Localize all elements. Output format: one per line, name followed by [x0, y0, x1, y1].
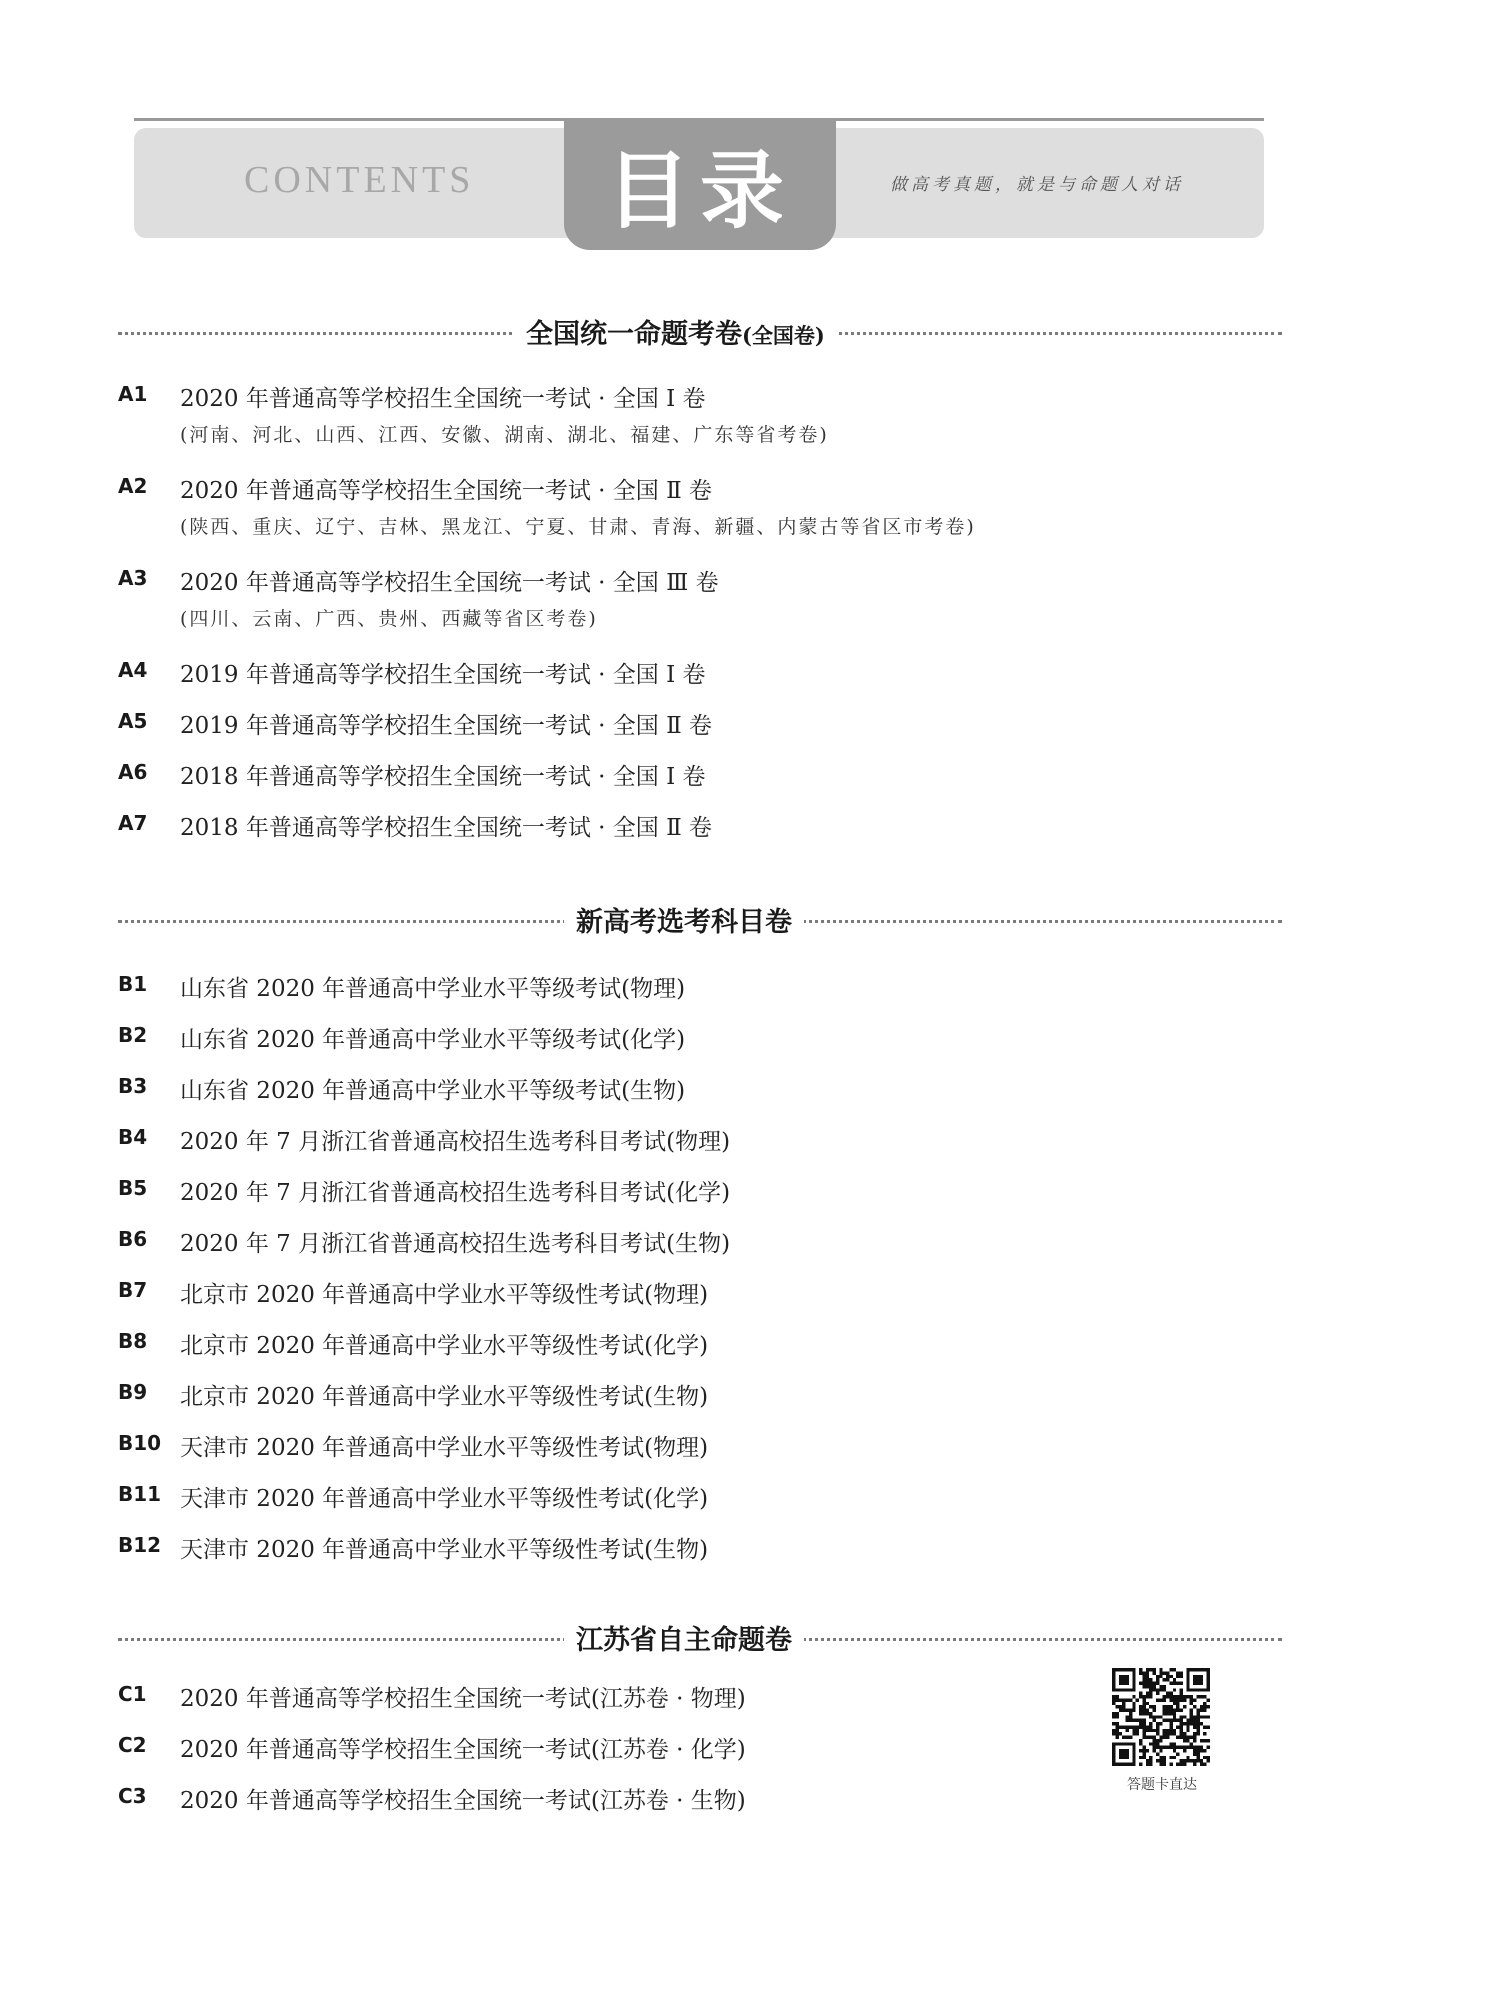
entry-title: 2018 年普通高等学校招生全国统一考试 · 全国 Ⅰ 卷	[180, 764, 706, 790]
section-c-heading	[118, 1618, 1282, 1658]
entry-note: (陕西、重庆、辽宁、吉林、黑龙江、宁夏、甘肃、青海、新疆、内蒙古等省区市考卷)	[180, 516, 976, 538]
entry-title: 2019 年普通高等学校招生全国统一考试 · 全国 Ⅱ 卷	[180, 713, 713, 739]
entry-title: 天津市 2020 年普通高中学业水平等级性考试(化学)	[180, 1486, 709, 1512]
entry-code: C1	[118, 1682, 147, 1706]
qr-label: 答题卡直达	[1127, 1777, 1197, 1793]
entry-title: 2020 年 7 月浙江省普通高校招生选考科目考试(生物)	[180, 1231, 731, 1257]
section-a-subtitle: (全国卷)	[742, 323, 825, 348]
section-b-heading	[118, 900, 1282, 940]
entry-code: B11	[118, 1482, 162, 1506]
entry-title: 2020 年普通高等学校招生全国统一考试 · 全国 Ⅲ 卷	[180, 570, 719, 596]
entry-code: A7	[118, 811, 148, 835]
entry-code: B1	[118, 972, 148, 996]
entry-title: 2020 年 7 月浙江省普通高校招生选考科目考试(化学)	[180, 1180, 731, 1206]
entry-title: 北京市 2020 年普通高中学业水平等级性考试(生物)	[180, 1384, 709, 1410]
entry-note: (河南、河北、山西、江西、安徽、湖南、湖北、福建、广东等省考卷)	[180, 424, 829, 446]
contents-header	[134, 118, 1264, 242]
entry-code: A6	[118, 760, 148, 784]
entry-code: A5	[118, 709, 148, 733]
section-a-heading	[118, 312, 1282, 352]
entry-note: (四川、云南、广西、贵州、西藏等省区考卷)	[180, 608, 598, 630]
entry-title: 2019 年普通高等学校招生全国统一考试 · 全国 Ⅰ 卷	[180, 662, 706, 688]
entry-title: 2020 年 7 月浙江省普通高校招生选考科目考试(物理)	[180, 1129, 731, 1155]
entry-code: B10	[118, 1431, 162, 1455]
header-title-tab	[564, 118, 836, 250]
entry-title: 2020 年普通高等学校招生全国统一考试 · 全国 Ⅰ 卷	[180, 386, 706, 412]
entry-code: B9	[118, 1380, 148, 1404]
entry-code: C3	[118, 1784, 147, 1808]
entry-title: 2020 年普通高等学校招生全国统一考试(江苏卷 · 物理)	[180, 1686, 746, 1712]
entry-code: B3	[118, 1074, 148, 1098]
entry-code: B6	[118, 1227, 148, 1251]
entry-title: 2020 年普通高等学校招生全国统一考试(江苏卷 · 化学)	[180, 1737, 746, 1763]
entry-title: 山东省 2020 年普通高中学业水平等级考试(生物)	[180, 1078, 686, 1104]
entry-title: 天津市 2020 年普通高中学业水平等级性考试(物理)	[180, 1435, 709, 1461]
qr-code-graphic	[1112, 1668, 1210, 1766]
entry-code: A4	[118, 658, 148, 682]
entry-code: A3	[118, 566, 148, 590]
entry-code: A2	[118, 474, 148, 498]
section-b-title: 新高考选考科目卷	[564, 900, 804, 939]
entry-code: B5	[118, 1176, 148, 1200]
header-contents-label: CONTENTS	[244, 159, 475, 201]
section-a-title-text: 全国统一命题考卷	[526, 319, 742, 350]
entry-title: 2018 年普通高等学校招生全国统一考试 · 全国 Ⅱ 卷	[180, 815, 713, 841]
entry-code: B8	[118, 1329, 148, 1353]
entry-code: C2	[118, 1733, 147, 1757]
entry-title: 北京市 2020 年普通高中学业水平等级性考试(化学)	[180, 1333, 709, 1359]
entry-code: B4	[118, 1125, 148, 1149]
qr-code-icon[interactable]	[1112, 1668, 1210, 1766]
header-slogan: 做高考真题，就是与命题人对话	[890, 175, 1184, 195]
entry-title: 天津市 2020 年普通高中学业水平等级性考试(生物)	[180, 1537, 709, 1563]
entry-title: 2020 年普通高等学校招生全国统一考试(江苏卷 · 生物)	[180, 1788, 746, 1814]
entry-title: 山东省 2020 年普通高中学业水平等级考试(化学)	[180, 1027, 686, 1053]
entry-code: B12	[118, 1533, 162, 1557]
entry-title: 2020 年普通高等学校招生全国统一考试 · 全国 Ⅱ 卷	[180, 478, 713, 504]
page-title: 目录	[605, 141, 794, 240]
entry-code: A1	[118, 382, 148, 406]
section-a-title	[514, 312, 837, 351]
entry-code: B2	[118, 1023, 148, 1047]
entry-title: 山东省 2020 年普通高中学业水平等级考试(物理)	[180, 976, 686, 1002]
entry-code: B7	[118, 1278, 148, 1302]
section-c-title: 江苏省自主命题卷	[564, 1618, 804, 1657]
entry-title: 北京市 2020 年普通高中学业水平等级性考试(物理)	[180, 1282, 709, 1308]
